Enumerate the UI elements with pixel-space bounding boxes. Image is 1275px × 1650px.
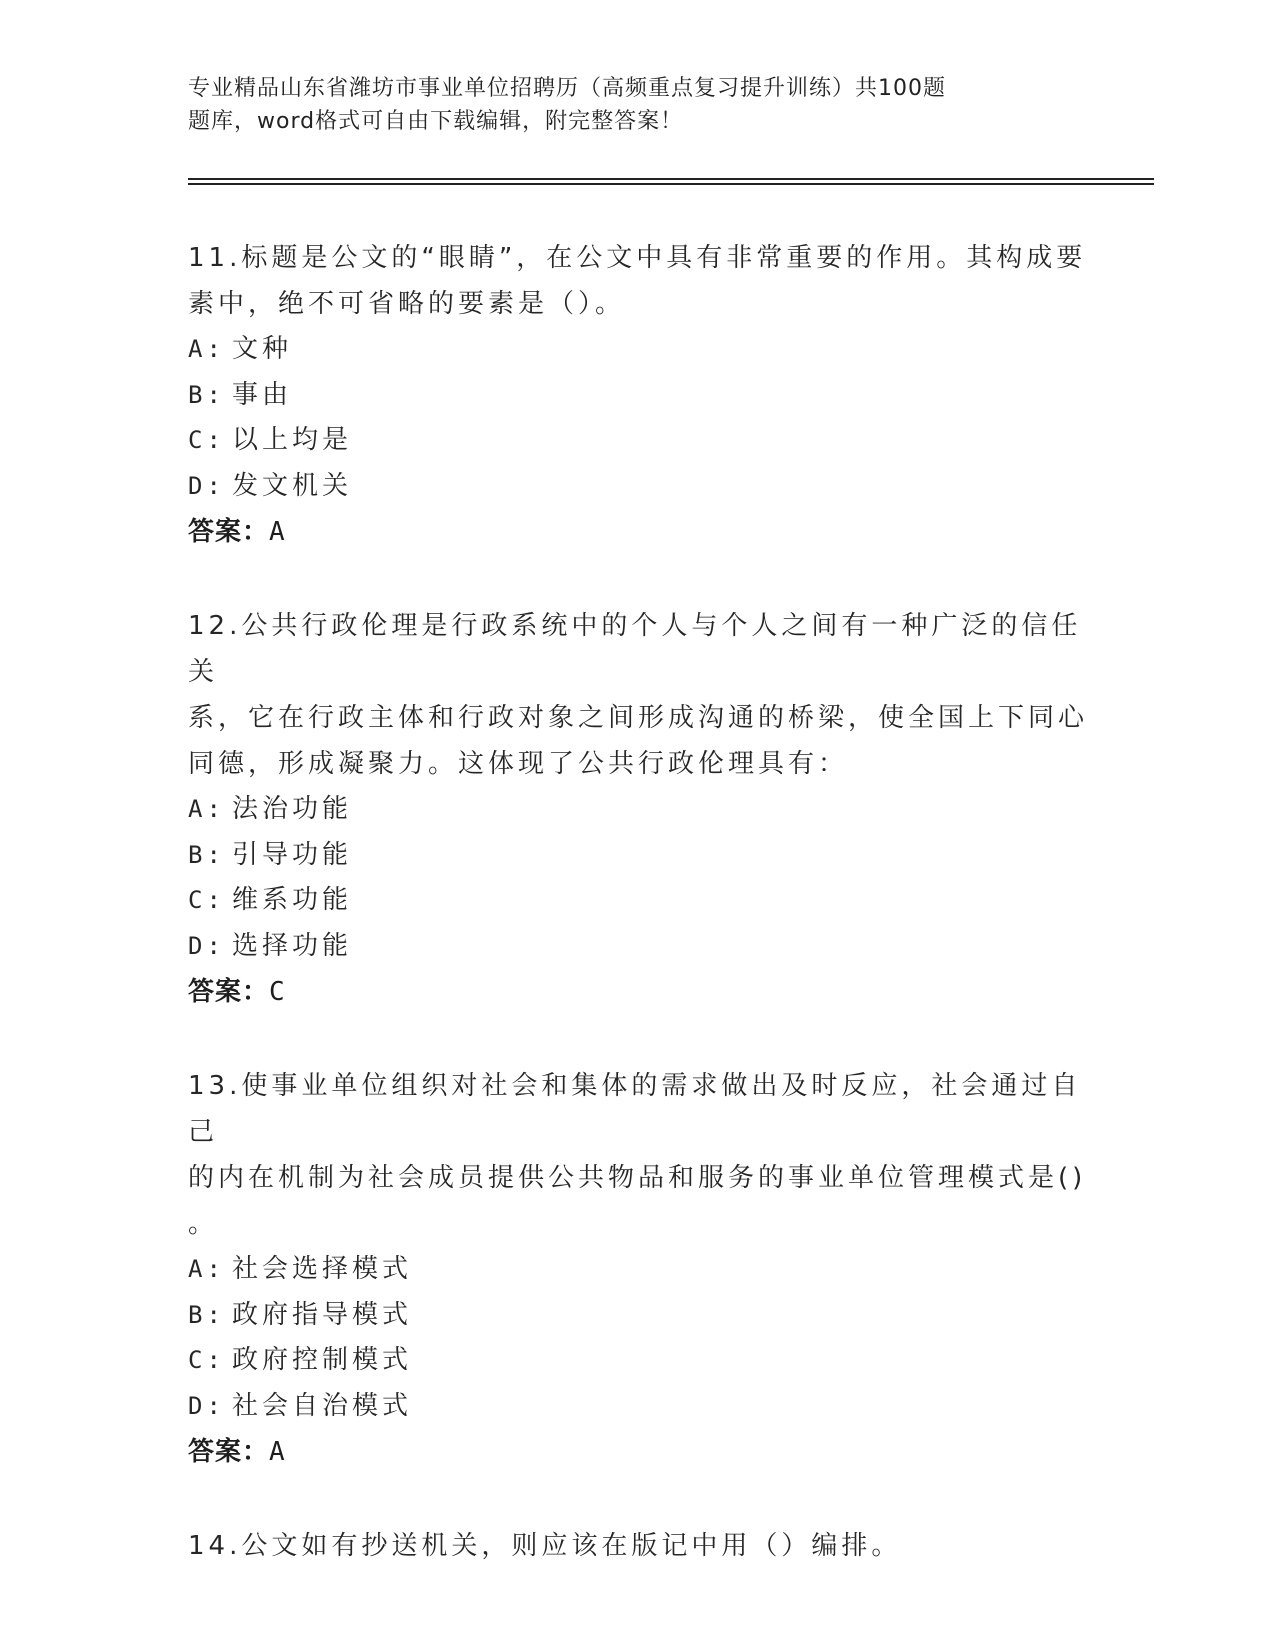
answer-value: A [269,517,286,547]
option-letter: A: [188,1255,225,1283]
answer-value: A [269,1437,286,1467]
header-divider-bottom [188,183,1154,185]
question-block [188,603,1088,1015]
option-text: 文种 [232,334,293,364]
header-line-2: 题库，word格式可自由下载编辑，附完整答案！ [188,109,684,134]
option-row [188,464,1088,510]
option-letter: B: [188,840,225,869]
question-stem-line: 素中，绝不可省略的要素是（）。 [188,289,626,319]
option-text: 政府指导模式 [232,1299,413,1330]
question-stem-line: 13.使事业单位组织对社会和集体的需求做出及时反应，社会通过自己 [188,1071,1082,1147]
option-row [188,878,1088,924]
option-row [188,787,1088,833]
question-block [188,1523,1088,1569]
question-block [188,1063,1088,1475]
question-stem-line: 11.标题是公文的“眼睛”，在公文中具有非常重要的作用。其构成要 [188,243,1087,273]
option-row [188,418,1088,464]
document-header [188,72,1028,138]
question-stem-line: 的内在机制为社会成员提供公共物品和服务的事业单位管理模式是() [188,1163,1087,1193]
option-letter: A: [188,335,225,363]
option-letter: B: [188,1300,225,1329]
option-row [188,833,1088,879]
option-text: 发文机关 [232,470,353,501]
answer-value: C [269,977,286,1007]
option-row [188,1247,1088,1293]
option-row [188,373,1088,419]
question-stem-line: 14.公文如有抄送机关，则应该在版记中用（）编排。 [188,1531,902,1561]
header-divider-top [188,178,1154,180]
option-text: 法治功能 [232,794,353,824]
option-row [188,1293,1088,1339]
option-letter: C: [188,1346,225,1374]
option-letter: D: [188,471,225,500]
option-row [188,1338,1088,1384]
option-text: 引导功能 [232,839,353,870]
question-stem-line: 。 [188,1209,219,1239]
option-letter: D: [188,931,225,960]
header-line-1: 专业精品山东省潍坊市事业单位招聘历（高频重点复习提升训练）共100题 [188,76,946,101]
answer-line [188,969,1088,1015]
answer-line [188,1429,1088,1475]
answer-label: 答案： [188,1437,270,1467]
option-letter: D: [188,1391,225,1420]
question-block [188,235,1088,555]
option-text: 政府控制模式 [232,1345,413,1375]
option-text: 社会自治模式 [232,1390,413,1421]
answer-label: 答案： [188,517,270,547]
option-text: 选择功能 [232,930,353,961]
option-text: 事由 [232,379,293,410]
option-row [188,327,1088,373]
option-text: 维系功能 [232,885,353,915]
option-row [188,924,1088,970]
option-letter: B: [188,380,225,409]
option-row [188,1384,1088,1430]
option-text: 社会选择模式 [232,1254,413,1284]
answer-label: 答案： [188,977,270,1007]
option-letter: C: [188,886,225,914]
option-letter: A: [188,795,225,823]
question-stem-line: 12.公共行政伦理是行政系统中的个人与个人之间有一种广泛的信任关 [188,611,1082,687]
option-text: 以上均是 [232,425,353,455]
question-stem-line: 系，它在行政主体和行政对象之间形成沟通的桥梁，使全国上下同心 [188,703,1089,733]
question-stem-line: 同德，形成凝聚力。这体现了公共行政伦理具有： [188,749,849,779]
answer-line [188,509,1088,555]
option-letter: C: [188,426,225,454]
question-list [188,235,1088,1617]
